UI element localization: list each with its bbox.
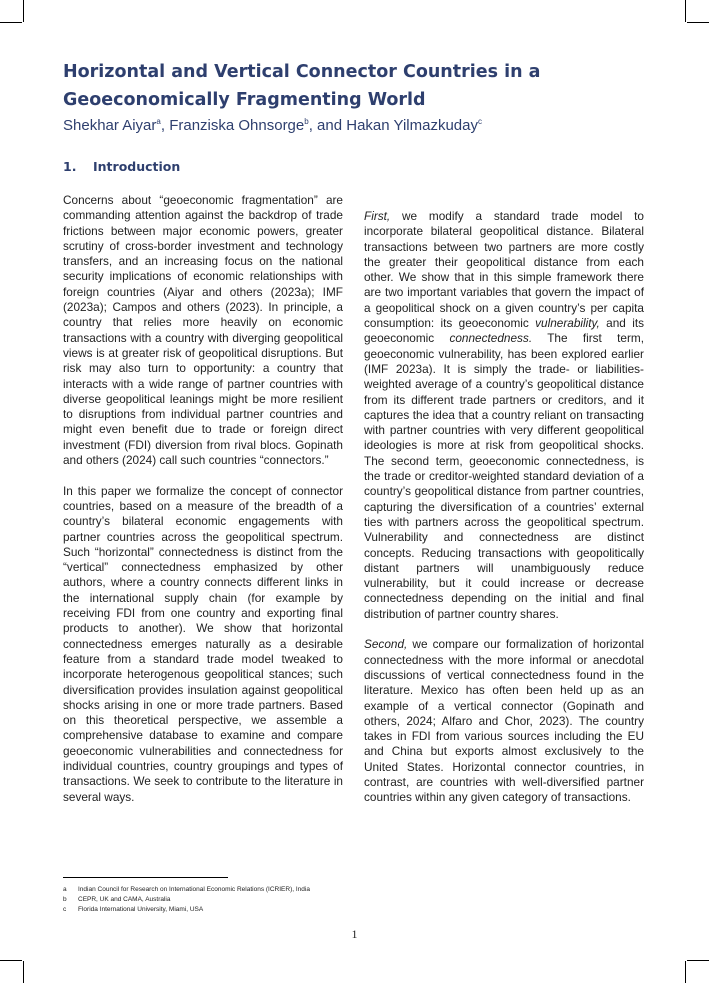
body-paragraph — [364, 209, 644, 622]
author-name: Franziska Ohnsorge — [169, 117, 305, 134]
body-paragraph — [364, 637, 644, 805]
body-paragraph: Concerns about “geoeconomic fragmentation” are commanding attention against the backdrop of trade frictions between major economic powers, greater scrutiny of cross-border investment and technology transfers, and an increasing focus on the national security implications of economic relationships with foreign countries (Aiyar and others (2023a); IMF (2023a); Campos and others (2023). In principle, a country that relies more heavily on economic transactions with a country with diverging geopolitical views is at greater risk of geopolitical disruptions. But risk may also turn to opportunity: a country that interacts with a wide range of partner countries with diverse geopolitical leanings might be more resilient to disruptions from individual partner countries and might even benefit due to trade or foreign direct investment (FDI) diversion from rival blocs. Gopinath and others (2024) call such countries “connectors.” — [63, 193, 343, 468]
footnote — [63, 885, 310, 895]
author-name: Shekhar Aiyar — [63, 117, 157, 134]
paragraph-text: and its geoeconomic — [364, 316, 644, 346]
footnote-key: b — [63, 896, 67, 903]
paragraph-lead: First, — [364, 209, 391, 223]
crop-mark — [685, 0, 686, 22]
crop-mark — [23, 0, 24, 22]
author-separator: , — [160, 117, 170, 134]
footnote-key: a — [63, 886, 67, 893]
author-affiliation-mark: b — [304, 117, 309, 126]
crop-mark — [0, 22, 22, 23]
paragraph-lead: Second, — [364, 637, 408, 652]
footnote-text: Indian Council for Research on International Economic Relations (ICRIER), India — [78, 886, 310, 893]
section-heading — [63, 159, 180, 174]
footnotes — [63, 885, 310, 915]
author-separator: , and — [308, 117, 347, 134]
footnote — [63, 905, 310, 915]
author-name: Hakan Yilmazkuday — [346, 117, 478, 134]
emphasis-term: vulnerability, — [535, 316, 600, 331]
left-column — [63, 193, 343, 820]
paragraph-text: The first term, geoeconomic vulnerability, has been explored earlier (IMF 2023a). It is simply the trade- or liabilities-weighted average of a country’s geopolitical distance from its different trade partners or creditors, and it captures the idea that a country reliant on transacting with partner countries with very different geopolitical ideologies is more at risk from geopolitical shocks. The second term, geoeconomic connectedness, is the trade or creditor-weighted standard deviation of a country’s geopolitical distance from partner countries, capturing the diversification of a countries’ external ties with partners across the geopolitical spectrum. Vulnerability and connectedness are distinct concepts. Reducing transactions with geopolitically distant partners will unambiguously reduce vulnerability, but it could increase or decrease connectedness depending on the initial and final distribution of partner country shares. — [364, 331, 644, 621]
paragraph-text: we modify a standard trade model to incorporate bilateral geopolitical distance. Bilateral transactions between two partners are more costly the greater their geopolitical distance from each other. We show that in this simple framework there are two important variables that govern the impact of a geopolitical shock on a given country’s per capita consumption: its geoeconomic — [364, 209, 644, 331]
paragraph-text: we compare our formalization of horizontal connectedness with the more informal or anecdotal discussions of vertical connectedness found in the literature. Mexico has often been held up as an example of a vertical connector (Gopinath and others, 2024; Alfaro and Chor, 2023). The country takes in FDI from various sources including the EU and China but exports almost exclusively to the United States. Horizontal connector countries, in contrast, are countries with well-diversified partner countries within any given category of transactions. — [364, 637, 644, 805]
author-affiliation-mark: c — [477, 117, 482, 126]
right-column — [364, 209, 644, 821]
footnote-text: CEPR, UK and CAMA, Australia — [78, 896, 171, 903]
crop-mark — [687, 22, 709, 23]
footnote-divider — [63, 877, 228, 878]
page-number: 1 — [351, 927, 358, 941]
body-paragraph: In this paper we formalize the concept of connector countries, based on a measure of the breadth of a country’s bilateral economic engagements with partner countries across the geopolitical spectrum. Such “horizontal” connectedness is distinct from the “vertical” connectedness emphasized by other authors, where a country connects different links in the international supply chain (for example by receiving FDI from one country and exporting final products to another). We show that horizontal connectedness emerges naturally as a desirable feature from a standard trade model tweaked to incorporate heterogenous geopolitical stances; such diversification provides insulation against geopolitical shocks arising in one or more trade partners. Based on this theoretical perspective, we assemble a comprehensive database to examine and compare geoeconomic vulnerabilities and connectedness for individual countries, country groupings and types of transactions. We seek to contribute to the literature in several ways. — [63, 483, 343, 804]
footnote — [63, 895, 310, 905]
footnote-key: c — [63, 906, 67, 913]
author-list — [63, 117, 663, 134]
paper-title: Horizontal and Vertical Connector Countries in a Geoeconomically Fragmenting World — [63, 62, 541, 110]
crop-mark — [687, 960, 709, 961]
crop-mark — [23, 961, 24, 983]
footnote-text: Florida International University, Miami, USA — [78, 906, 204, 913]
emphasis-term: connectedness. — [449, 331, 533, 346]
author-affiliation-mark: a — [156, 117, 161, 126]
crop-mark — [0, 960, 22, 961]
section-number: 1. — [63, 159, 77, 174]
crop-mark — [685, 961, 686, 983]
section-title: Introduction — [93, 159, 181, 174]
